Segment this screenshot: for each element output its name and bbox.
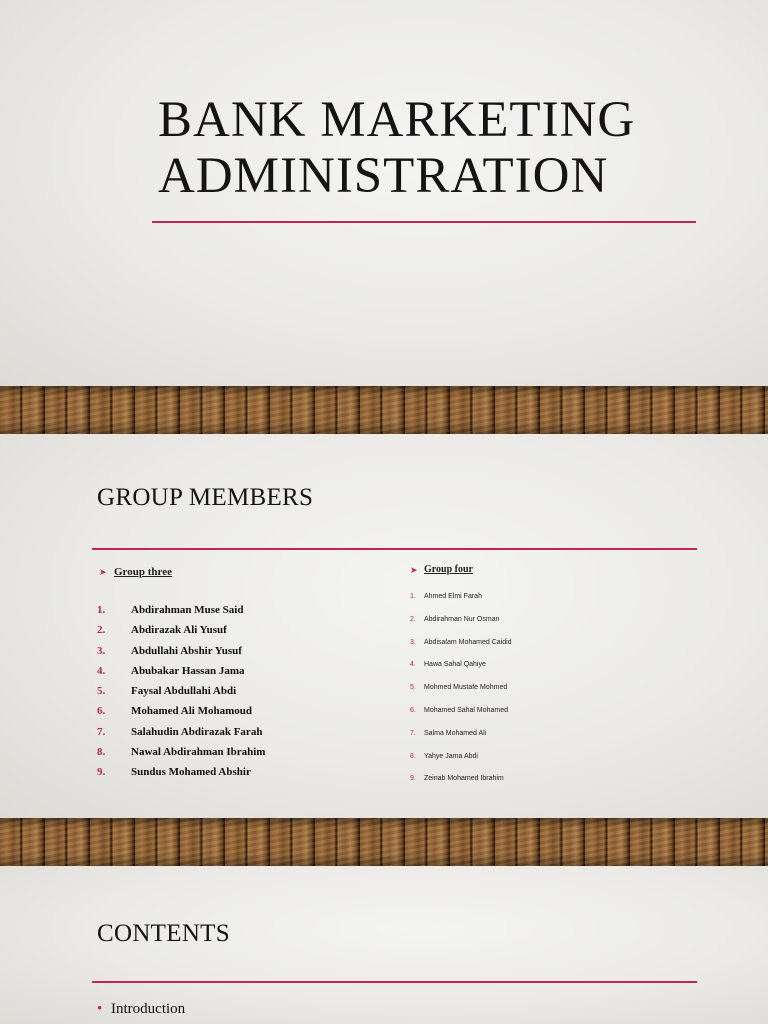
list-number: 5. bbox=[410, 684, 416, 692]
list-item bbox=[410, 661, 710, 684]
member-name: Ahmed Elmi Farah bbox=[424, 593, 482, 600]
list-item bbox=[97, 766, 397, 786]
member-name: Abdullahi Abshir Yusuf bbox=[131, 644, 242, 657]
list-number: 8. bbox=[410, 752, 416, 760]
list-item bbox=[410, 753, 710, 776]
arrow-bullet-icon: ➤ bbox=[410, 565, 418, 575]
list-item bbox=[97, 645, 397, 665]
member-name: Nawal Abdirahman Ibrahim bbox=[131, 746, 266, 759]
member-name: Abdirahman Nur Osman bbox=[424, 615, 500, 623]
member-name: Mohamed Ali Mohamoud bbox=[131, 705, 253, 718]
list-number: 7. bbox=[410, 729, 416, 737]
member-name: Salma Mohamed Ali bbox=[424, 729, 487, 737]
group-three-heading: Group three bbox=[114, 566, 172, 578]
member-name: Abdisalam Mohamed Caidid bbox=[424, 638, 512, 646]
wood-floor-strip bbox=[0, 818, 768, 866]
list-number: 8. bbox=[97, 746, 106, 759]
list-item bbox=[97, 705, 397, 725]
list-item bbox=[97, 746, 397, 766]
member-name: Sundus Mohamed Abshir bbox=[131, 766, 251, 779]
contents-item-label: Introduction bbox=[111, 1001, 186, 1017]
list-number: 4. bbox=[410, 661, 416, 669]
title-line-1: BANK MARKETING bbox=[158, 92, 636, 148]
list-item bbox=[97, 604, 397, 624]
list-item bbox=[410, 775, 710, 798]
member-name: Hawa Sahal Qahiye bbox=[424, 661, 486, 669]
list-item bbox=[410, 593, 710, 616]
list-item bbox=[410, 730, 710, 753]
member-name: Salahudin Abdirazak Farah bbox=[131, 725, 263, 738]
member-name: Abubakar Hassan Jama bbox=[131, 664, 245, 677]
member-name: Mohamed Sahal Mohamed bbox=[424, 706, 509, 714]
list-number: 1. bbox=[97, 604, 106, 616]
list-number: 9. bbox=[410, 775, 416, 783]
list-number: 1. bbox=[410, 593, 416, 600]
title-divider bbox=[152, 221, 696, 223]
list-number: 2. bbox=[410, 615, 416, 623]
group-four-list bbox=[410, 593, 710, 798]
heading-divider bbox=[92, 548, 697, 550]
title-slide bbox=[0, 0, 768, 386]
slide-heading: CONTENTS bbox=[97, 920, 230, 947]
contents-list bbox=[97, 1001, 185, 1018]
group-four-heading: Group four bbox=[424, 564, 473, 575]
member-name: Zeinab Mohamed Ibrahim bbox=[424, 775, 504, 783]
list-item bbox=[410, 684, 710, 707]
list-number: 6. bbox=[97, 705, 106, 718]
slide-title bbox=[158, 92, 718, 204]
list-number: 5. bbox=[97, 685, 106, 698]
member-name: Abdirazak Ali Yusuf bbox=[131, 624, 227, 637]
wood-floor-strip bbox=[0, 386, 768, 434]
list-number: 6. bbox=[410, 706, 416, 714]
bullet-dot-icon: • bbox=[97, 1001, 103, 1017]
list-number: 9. bbox=[97, 766, 106, 779]
contents-slide bbox=[0, 866, 768, 1024]
member-name: Yahye Jama Abdi bbox=[424, 752, 478, 760]
list-number: 3. bbox=[97, 644, 106, 657]
slide-heading: GROUP MEMBERS bbox=[97, 484, 314, 511]
list-number: 3. bbox=[410, 638, 416, 646]
list-item bbox=[410, 639, 710, 662]
list-number: 2. bbox=[97, 624, 106, 637]
member-name: Mohmed Mustafe Mohmed bbox=[424, 684, 508, 692]
contents-item bbox=[97, 1001, 185, 1018]
title-line-2: ADMINISTRATION bbox=[158, 148, 609, 204]
list-item bbox=[410, 616, 710, 639]
list-item bbox=[97, 665, 397, 685]
member-name: Faysal Abdullahi Abdi bbox=[131, 685, 237, 698]
list-item bbox=[97, 685, 397, 705]
list-number: 4. bbox=[97, 664, 106, 677]
group-members-slide bbox=[0, 434, 768, 818]
member-name: Abdirahman Muse Said bbox=[131, 604, 244, 616]
arrow-bullet-icon: ➤ bbox=[99, 567, 107, 577]
list-item bbox=[410, 707, 710, 730]
list-item bbox=[97, 726, 397, 746]
heading-divider bbox=[92, 981, 697, 983]
group-three-list bbox=[97, 604, 397, 787]
list-number: 7. bbox=[97, 725, 106, 738]
list-item bbox=[97, 624, 397, 644]
